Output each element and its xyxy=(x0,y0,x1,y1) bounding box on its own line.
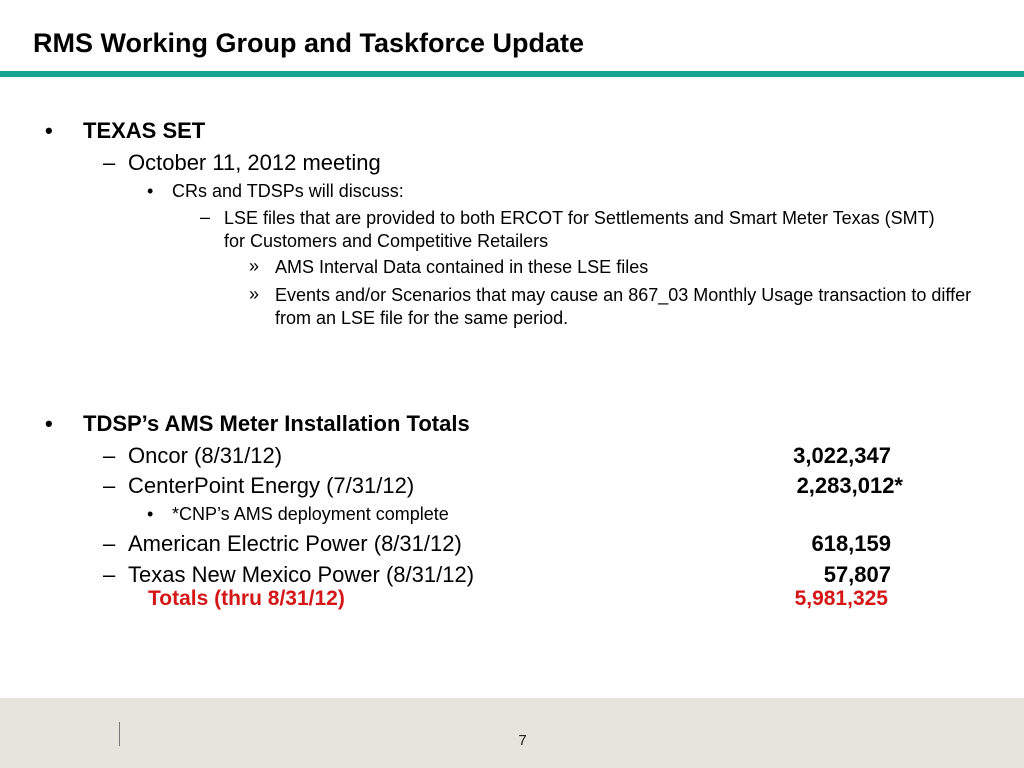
utility-label: Oncor (8/31/12) xyxy=(128,443,283,468)
utility-label: American Electric Power (8/31/12) xyxy=(128,531,462,556)
bullet-glyph: • xyxy=(45,411,53,436)
topic-text: AMS Interval Data contained in these LSE files xyxy=(275,257,649,277)
installation-total-value: 5,981,325 xyxy=(794,587,888,610)
meter-count: 57,807 xyxy=(823,562,891,587)
topic-item xyxy=(249,256,975,279)
texas-set-heading: TEXAS SET xyxy=(83,118,206,143)
utility-label: Texas New Mexico Power (8/31/12) xyxy=(128,562,475,587)
meter-totals-bullet xyxy=(45,411,470,437)
bullet-glyph: • xyxy=(45,118,53,143)
dash-glyph: – xyxy=(103,443,116,468)
deployment-note-item xyxy=(147,504,449,525)
topic-text: Events and/or Scenarios that may cause an 867_03 Monthly Usage transaction to differ from an LSE file for the same period. xyxy=(275,285,972,328)
guillemet-glyph: » xyxy=(249,256,260,276)
utility-label: CenterPoint Energy (7/31/12) xyxy=(128,473,415,498)
meeting-text: October 11, 2012 meeting xyxy=(128,150,381,175)
guillemet-glyph: » xyxy=(249,284,260,304)
texas-set-bullet xyxy=(45,118,205,144)
dash-glyph: – xyxy=(103,473,116,498)
dash-glyph: – xyxy=(103,150,116,175)
meter-count: 2,283,012* xyxy=(796,473,903,498)
dash-glyph: – xyxy=(103,531,116,556)
meeting-item xyxy=(103,150,381,176)
page-number: 7 xyxy=(518,732,527,749)
slide-title: RMS Working Group and Taskforce Update xyxy=(33,28,585,58)
discussion-intro-item xyxy=(147,181,404,202)
topic-item xyxy=(249,284,975,330)
lse-files-text: LSE files that are provided to both ERCOT for Settlements and Smart Meter Texas (SMT) for Customers and Competitive Retailers xyxy=(224,208,935,251)
lse-files-item xyxy=(200,207,944,253)
bullet-glyph: • xyxy=(147,504,154,524)
installation-total-label: Totals (thru 8/31/12) xyxy=(148,587,345,610)
deployment-note: *CNP’s AMS deployment complete xyxy=(172,504,449,524)
dash-glyph: – xyxy=(200,207,211,227)
discussion-intro-text: CRs and TDSPs will discuss: xyxy=(172,181,404,201)
slide-footer xyxy=(0,698,1024,768)
bullet-glyph: • xyxy=(147,181,154,201)
meter-count: 3,022,347 xyxy=(793,443,891,468)
meter-totals-heading: TDSP’s AMS Meter Installation Totals xyxy=(83,411,470,436)
dash-glyph: – xyxy=(103,562,116,587)
meter-count: 618,159 xyxy=(811,531,891,556)
